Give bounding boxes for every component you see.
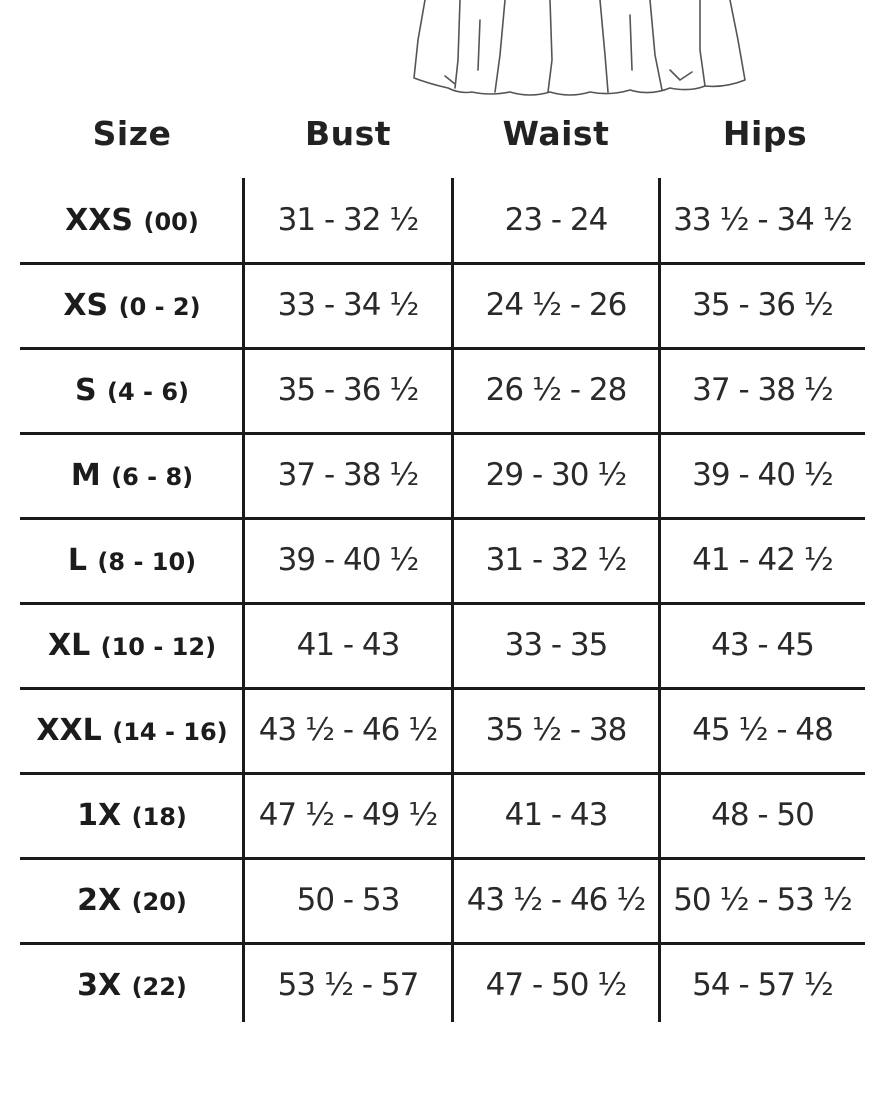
table-row	[20, 858, 865, 943]
table-row	[20, 943, 865, 1028]
bust-value: 39 - 40 ½	[277, 542, 419, 578]
size-range: (20)	[131, 888, 187, 916]
hips-value: 39 - 40 ½	[692, 457, 833, 493]
hips-value: 43 - 45	[711, 627, 814, 663]
waist-value: 33 - 35	[504, 627, 608, 663]
table-row	[20, 433, 865, 518]
size-range: (8 - 10)	[97, 548, 197, 576]
table-row	[20, 773, 865, 858]
waist-value: 26 ½ - 28	[485, 372, 627, 408]
table-row	[20, 603, 865, 688]
table-row	[20, 348, 865, 433]
column-divider	[658, 178, 661, 1022]
size-code: L	[67, 543, 87, 578]
size-range: (18)	[131, 803, 187, 831]
size-code: XS	[63, 288, 109, 323]
bust-value: 35 - 36 ½	[277, 372, 419, 408]
waist-value: 31 - 32 ½	[485, 542, 627, 578]
size-label	[20, 518, 244, 603]
bust-value: 50 - 53	[296, 882, 400, 918]
size-range: (22)	[131, 973, 187, 1001]
hips-value: 37 - 38 ½	[692, 372, 833, 408]
bust-value: 31 - 32 ½	[277, 202, 419, 238]
hips-value: 35 - 36 ½	[692, 287, 833, 323]
size-label	[20, 263, 244, 348]
size-range: (0 - 2)	[118, 293, 201, 321]
dress-hem-icon	[400, 0, 780, 110]
size-range: (6 - 8)	[111, 463, 194, 491]
table-header-row	[20, 100, 870, 175]
waist-value: 41 - 43	[504, 797, 608, 833]
column-divider	[242, 178, 245, 1022]
bust-value: 37 - 38 ½	[277, 457, 419, 493]
waist-value: 29 - 30 ½	[485, 457, 627, 493]
size-code: XL	[47, 628, 91, 663]
hips-value: 48 - 50	[711, 797, 814, 833]
size-label	[20, 433, 244, 518]
size-code: S	[74, 373, 97, 408]
waist-value: 23 - 24	[504, 202, 608, 238]
size-range: (14 - 16)	[112, 718, 228, 746]
size-code: 2X	[77, 883, 122, 918]
bust-value: 47 ½ - 49 ½	[258, 797, 438, 833]
size-label	[20, 348, 244, 433]
waist-value: 43 ½ - 46 ½	[466, 882, 646, 918]
bust-value: 33 - 34 ½	[277, 287, 419, 323]
header-waist: Waist	[502, 114, 610, 153]
hips-value: 50 ½ - 53 ½	[673, 882, 852, 918]
hips-value: 33 ½ - 34 ½	[673, 202, 852, 238]
size-label	[20, 178, 244, 263]
table-row	[20, 688, 865, 773]
table-row	[20, 178, 865, 263]
header-size: Size	[92, 114, 172, 153]
size-chart-table	[20, 100, 870, 1030]
size-range: (4 - 6)	[107, 378, 190, 406]
hips-value: 41 - 42 ½	[692, 542, 833, 578]
header-bust: Bust	[304, 114, 392, 153]
bust-value: 53 ½ - 57	[277, 967, 419, 1003]
cropped-footer-text	[140, 1082, 880, 1102]
table-row	[20, 263, 865, 348]
size-label	[20, 858, 244, 943]
size-label	[20, 943, 244, 1028]
bust-value: 43 ½ - 46 ½	[258, 712, 438, 748]
size-label	[20, 773, 244, 858]
size-code: XXL	[36, 713, 102, 748]
hips-value: 54 - 57 ½	[692, 967, 833, 1003]
size-code: 3X	[77, 968, 122, 1003]
header-hips: Hips	[722, 114, 808, 153]
waist-value: 47 - 50 ½	[485, 967, 627, 1003]
size-code: M	[70, 458, 101, 493]
size-range: (10 - 12)	[100, 633, 217, 661]
size-code: XXS	[65, 203, 134, 238]
column-divider	[451, 178, 454, 1022]
size-label	[20, 688, 244, 773]
table-row	[20, 518, 865, 603]
bust-value: 41 - 43	[296, 627, 400, 663]
hips-value: 45 ½ - 48	[692, 712, 833, 748]
size-code: 1X	[77, 798, 122, 833]
waist-value: 35 ½ - 38	[485, 712, 627, 748]
size-label	[20, 603, 244, 688]
waist-value: 24 ½ - 26	[485, 287, 627, 323]
size-range: (00)	[143, 208, 199, 236]
